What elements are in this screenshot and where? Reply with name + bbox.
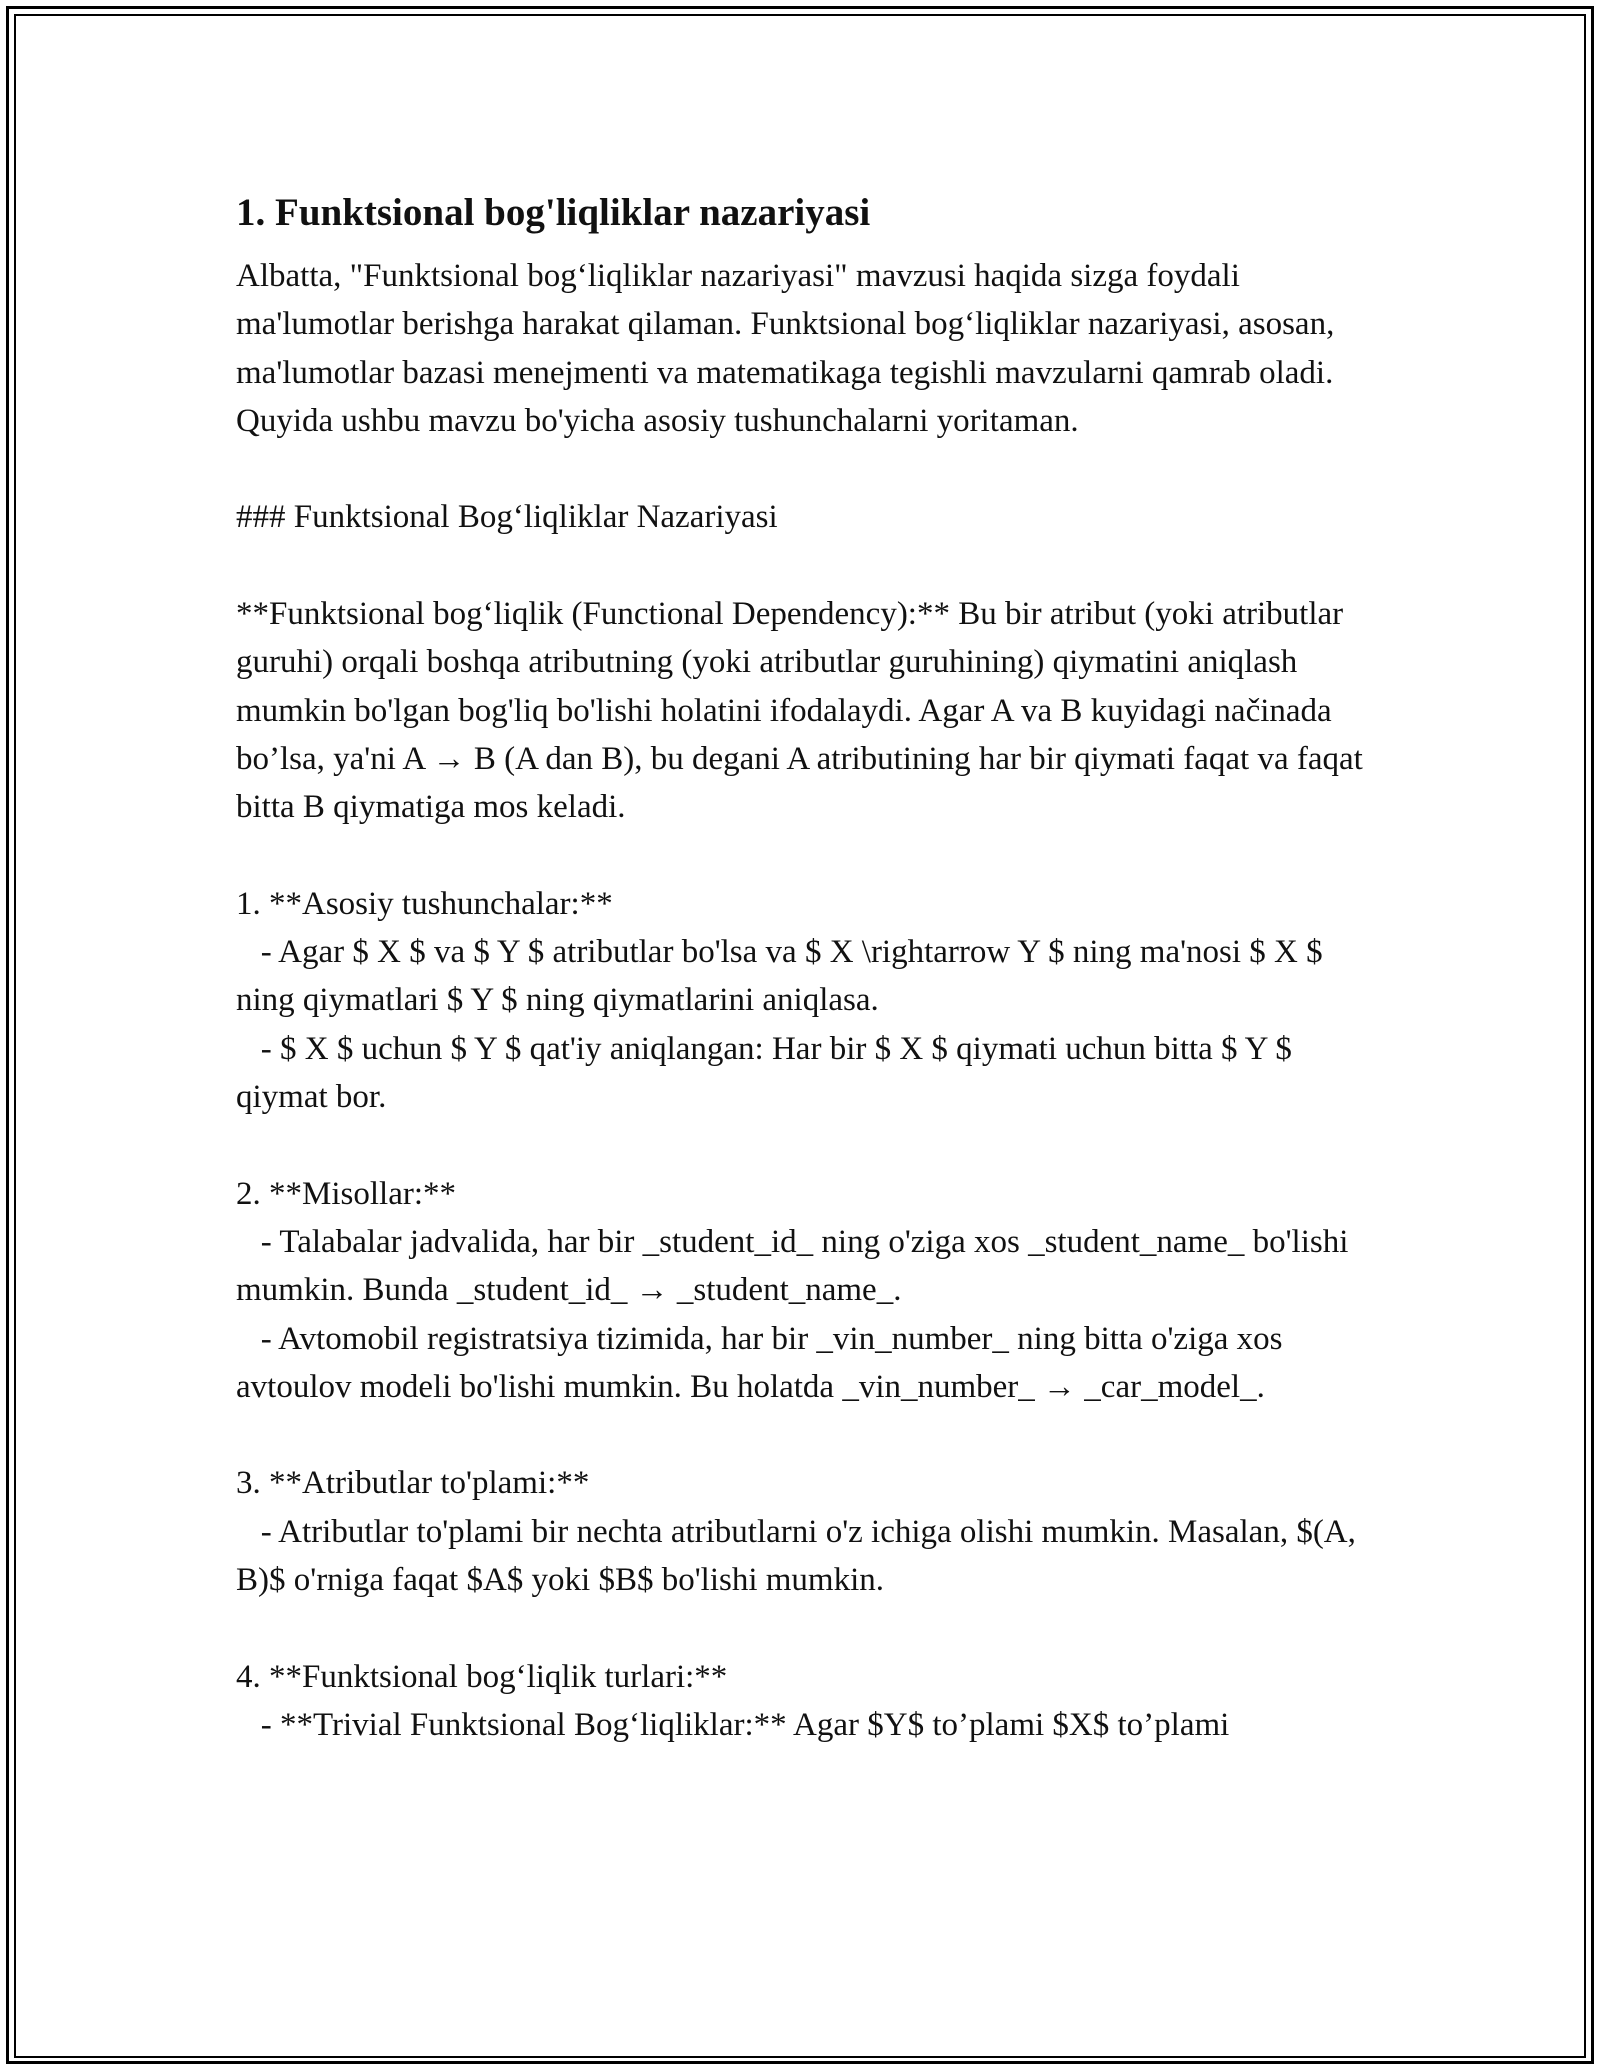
section-line: - Agar $ X $ va $ Y $ atributlar bo'lsa va $ X \rightarrow Y $ ning ma'nosi $ X $ ning qiymatlari $ Y $ ning qiymatlarini aniqlasa. xyxy=(236,934,1331,1019)
section-heading: 4. **Funktsional bog‘liqlik turlari:** xyxy=(236,1658,728,1695)
paragraph-gap xyxy=(236,1411,1386,1459)
section-heading: 1. **Asosiy tushunchalar:** xyxy=(236,885,613,922)
section-heading: 2. **Misollar:** xyxy=(236,1175,456,1212)
section-line: - **Trivial Funktsional Bog‘liqliklar:** Agar $Y$ to’plami $X$ to’plami xyxy=(236,1706,1230,1743)
section-line: - Talabalar jadvalida, har bir _student_id_ ning o'ziga xos _student_name_ bo'lishi mumkin. Bunda _student_id_ → _student_name_. xyxy=(236,1223,1357,1309)
section-dependency-types xyxy=(236,1653,1386,1750)
section-line: - $ X $ uchun $ Y $ qat'iy aniqlangan: Har bir $ X $ qiymati uchun bitta $ Y $ qiymat bor. xyxy=(236,1030,1301,1116)
section-examples xyxy=(236,1170,1386,1411)
paragraph-gap xyxy=(236,1121,1386,1169)
paragraph-gap xyxy=(236,832,1386,880)
paragraph-gap xyxy=(236,445,1386,493)
section-heading: 3. **Atributlar to'plami:** xyxy=(236,1465,590,1502)
paragraph-gap xyxy=(236,542,1386,590)
section-basic-concepts xyxy=(236,880,1386,1121)
section-line: - Avtomobil registratsiya tizimida, har bir _vin_number_ ning bitta o'ziga xos avtoulov modeli bo'lishi mumkin. Bu holatda _vin_number_ → _car_model_. xyxy=(236,1320,1291,1405)
section-attribute-sets xyxy=(236,1459,1386,1604)
document-body xyxy=(236,186,1386,1749)
section-line: - Atributlar to'plami bir nechta atributlarni o'z ichiga olishi mumkin. Masalan, $(A, B)$ o'rniga faqat $A$ yoki $B$ bo'lishi mumkin. xyxy=(236,1513,1365,1599)
definition-paragraph: **Funktsional bog‘liqlik (Functional Dependency):** Bu bir atribut (yoki atributlar guruhi) orqali boshqa atributning (yoki atributlar guruhining) qiymatini aniqlash mumkin bo'lgan bog'liq bo'lishi holatini ifodalaydi. Agar A va B kuyidagi načinada bo’lsa, ya'ni A → B (A dan B), bu degani A atributining har bir qiymati faqat va faqat bitta B qiymatiga mos keladi. xyxy=(236,596,1372,826)
document-title: 1. Funktsional bog'liqliklar nazariyasi xyxy=(236,191,871,234)
subheading-line: ### Funktsional Bog‘liqliklar Nazariyasi xyxy=(236,499,778,536)
paragraph-gap xyxy=(236,1604,1386,1652)
intro-paragraph: Albatta, "Funktsional bog‘liqliklar nazariyasi" mavzusi haqida sizga foydali ma'lumotlar berishga harakat qilaman. Funktsional bog‘liqliklar nazariyasi, asosan, ma'lumotlar bazasi menejmenti va matematikaga tegishli mavzularni qamrab oladi. Quyida ushbu mavzu bo'yicha asosiy tushunchalarni yoritaman. xyxy=(236,258,1343,439)
